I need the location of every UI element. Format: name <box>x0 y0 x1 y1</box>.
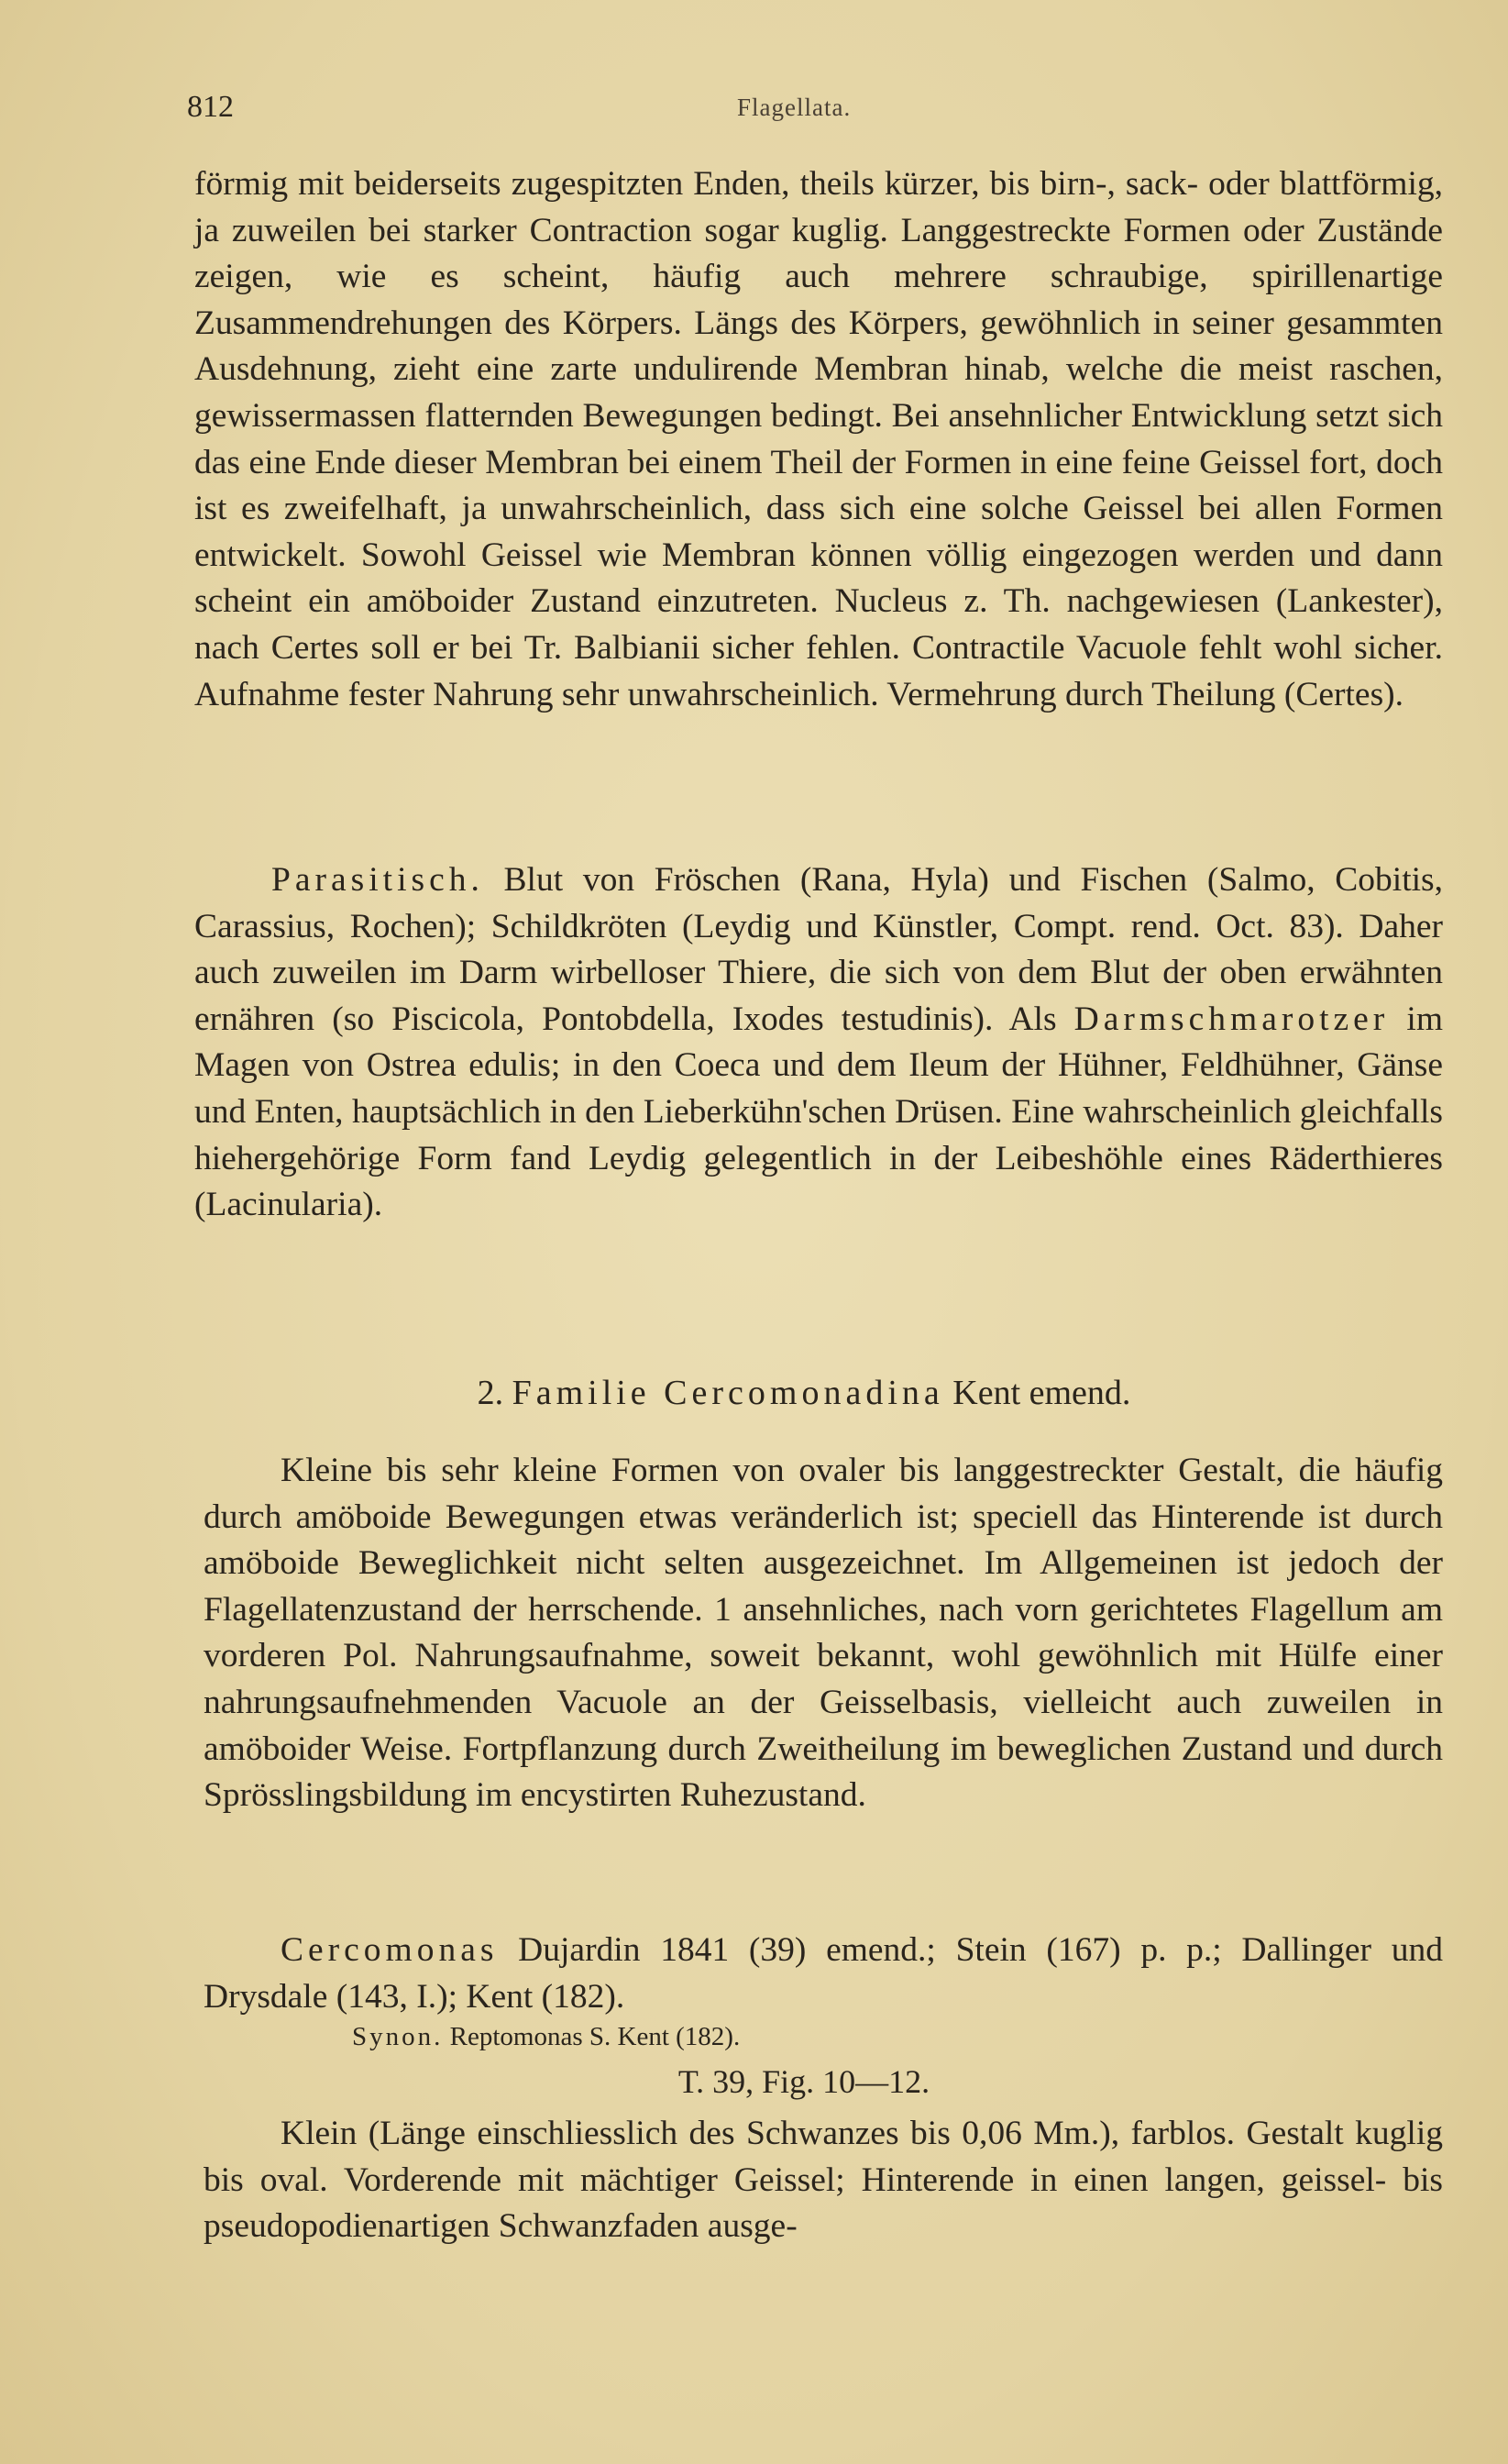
synonym-text: Reptomonas S. Kent (182). <box>443 2022 741 2051</box>
paragraph-text <box>194 857 1443 1229</box>
heading-number: 2. <box>477 1374 512 1412</box>
paragraph-text: förmig mit beiderseits zugespitzten Enden, theils kürzer, bis birn-, sack- oder blattförmig, ja zuweilen bei starker Contraction sogar kuglig. Langgestreckte Formen oder Zustände zeigen, wie es scheint, häufig auch mehrere schraubige, spirillenartige Zusammendrehungen des Körpers. Längs des Körpers, gewöhnlich in seiner gesammten Ausdehnung, zieht eine zarte undulirende Membran hinab, welche die meist raschen, gewissermassen flatternden Bewegungen bedingt. Bei ansehnlicher Entwicklung setzt sich das eine Ende dieser Membran bei einem Theil der Formen in eine feine Geissel fort, doch ist es zweifelhaft, ja unwahrscheinlich, dass sich eine solche Geissel bei allen Formen entwickelt. Sowohl Geissel wie Membran können völlig eingezogen werden und dann scheint ein amöboider Zustand einzutreten. Nucleus z. Th. nachgewiesen (Lankester), nach Certes soll er bei Tr. Balbianii sicher fehlen. Contractile Vacuole fehlt wohl sicher. Aufnahme fester Nahrung sehr unwahrscheinlich. Vermehrung durch Theilung (Certes). <box>194 165 1443 713</box>
text-run: im Magen von Ostrea edulis; in den Coeca und dem Ileum der Hühner, Feldhühner, Gänse und Enten, hauptsächlich in den Lieberkühn'schen Drüsen. Eine wahrscheinlich gleichfalls hiehergehörige Form fand Leydig gelegentlich in der Leibeshöhle eines Räderthieres (Lacinularia). <box>194 1000 1443 1224</box>
genus-entry <box>204 1928 1443 2020</box>
plate-reference: T. 39, Fig. 10—12. <box>677 2063 930 2100</box>
synonym-label: Synon. <box>352 2022 444 2051</box>
paragraph-genus-description <box>204 2111 1443 2250</box>
heading-family-name: Familie Cercomonadina <box>512 1374 944 1412</box>
genus-references: Dujardin 1841 (39) emend.; Stein (167) p. p.; Dallinger und Drysdale (143, I.); Kent (182). <box>204 1931 1443 2016</box>
page-header <box>187 90 1452 136</box>
paragraph-membrane-description <box>194 161 1443 718</box>
paragraph-text: Klein (Länge einschliesslich des Schwanzes bis 0,06 Mm.), farblos. Gestalt kuglig bis oval. Vorderende mit mächtiger Geissel; Hinterende in einen langen, geissel- bis pseudopodienartigen Schwanzfaden ausge- <box>204 2115 1443 2246</box>
family-heading <box>194 1373 1414 1413</box>
paragraph-parasitic <box>194 857 1443 1229</box>
synonym-line <box>352 2022 740 2052</box>
heading-authority: Kent emend. <box>943 1374 1131 1412</box>
paragraph-family-description <box>204 1448 1443 1819</box>
running-head: Flagellata. <box>737 94 852 121</box>
paragraph-text: Kleine bis sehr kleine Formen von ovaler bis langgestreckter Gestalt, die häufig durch amöboide Bewegungen etwas veränderlich ist; speciell das Hinterende ist durch amöboide Beweglichkeit nicht selten ausgezeichnet. Im Allgemeinen ist jedoch der Flagellatenzustand der herrschende. 1 ansehnliches, nach vorn gerichtetes Flagellum am vorderen Pol. Nahrungsaufnahme, soweit bekannt, wohl gewöhnlich mit Hülfe einer nahrungsaufnehmenden Vacuole an der Geisselbasis, vielleicht auch zuweilen in amöboider Weise. Fortpflanzung durch Zweitheilung im beweglichen Zustand und durch Sprösslingsbildung im encystirten Ruhezustand. <box>204 1452 1443 1815</box>
paragraph-text <box>204 1928 1443 2020</box>
spaced-term-darmschmarotzer: Darmschmarotzer <box>1073 1000 1390 1038</box>
genus-name: Cercomonas <box>281 1931 499 1969</box>
text-run: Blut von Fröschen (Rana, Hyla) und Fischen (Salmo, Cobitis, Carassius, Rochen); Schildkröten (Leydig und Künstler, Compt. rend. Oct. 83). Daher auch zuweilen im Darm wirbelloser Thiere, die sich von dem Blut der oben erwähnten ernähren (so Piscicola, Pontobdella, Ixodes testudinis). Als <box>194 861 1443 1038</box>
page-number: 812 <box>187 90 234 124</box>
spaced-term-parasitisch: Parasitisch. <box>271 861 484 899</box>
